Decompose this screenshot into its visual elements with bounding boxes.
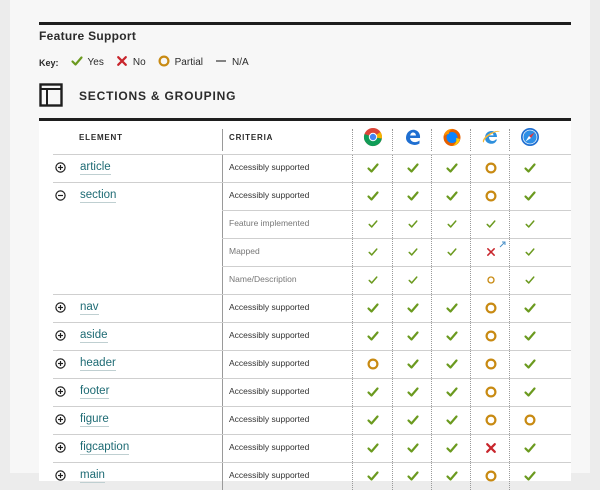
column-divider: [470, 294, 471, 322]
row-divider: [53, 350, 571, 351]
key-legend: [39, 55, 261, 70]
column-divider: [431, 266, 432, 294]
check-icon: [363, 413, 383, 427]
check-icon: [403, 413, 423, 427]
criteria-label: Accessibly supported: [229, 302, 310, 312]
check-icon: [403, 357, 423, 371]
check-icon: [403, 161, 423, 175]
check-icon: [442, 469, 462, 483]
check-icon: [442, 161, 462, 175]
row-divider: [53, 182, 571, 183]
check-icon: [520, 329, 540, 343]
column-divider: [392, 266, 393, 294]
column-divider: [431, 210, 432, 238]
column-divider: [222, 322, 223, 350]
column-divider: [509, 182, 510, 210]
column-divider: [470, 322, 471, 350]
column-divider: [431, 238, 432, 266]
column-divider: [352, 378, 353, 406]
column-divider: [431, 322, 432, 350]
check-icon: [520, 357, 540, 371]
check-icon: [442, 329, 462, 343]
column-divider: [352, 350, 353, 378]
key-item-label: Yes: [87, 57, 104, 68]
key-item-partial: [158, 55, 203, 70]
check-icon: [442, 385, 462, 399]
top-rule: [39, 22, 571, 25]
column-divider: [222, 406, 223, 434]
cross-icon: [116, 55, 128, 70]
check-icon: [363, 273, 383, 287]
column-divider: [431, 434, 432, 462]
table-row: [39, 406, 571, 434]
circle-icon: [481, 161, 501, 175]
column-divider: [509, 322, 510, 350]
column-divider: [509, 129, 510, 151]
check-icon: [363, 385, 383, 399]
column-divider: [222, 294, 223, 322]
column-divider: [470, 406, 471, 434]
key-label: Key:: [39, 57, 59, 68]
check-icon: [442, 357, 462, 371]
edge-icon: [403, 127, 423, 147]
column-divider: [352, 182, 353, 210]
check-icon: [481, 217, 501, 231]
check-icon: [442, 301, 462, 315]
check-icon: [403, 245, 423, 259]
table-row: [39, 378, 571, 406]
check-icon: [363, 189, 383, 203]
expand-icon[interactable]: [55, 442, 66, 453]
column-divider: [352, 266, 353, 294]
column-divider: [470, 434, 471, 462]
column-divider: [222, 462, 223, 490]
column-divider: [352, 294, 353, 322]
column-divider: [509, 434, 510, 462]
column-divider: [392, 294, 393, 322]
check-icon: [442, 413, 462, 427]
row-divider: [53, 434, 571, 435]
column-divider: [392, 322, 393, 350]
column-divider: [470, 350, 471, 378]
element-link[interactable]: footer: [80, 385, 110, 397]
column-divider: [431, 154, 432, 182]
column-divider: [431, 462, 432, 490]
column-divider: [352, 154, 353, 182]
column-divider: [352, 210, 353, 238]
criteria-label: Accessibly supported: [229, 190, 310, 200]
column-divider: [509, 238, 510, 266]
check-icon: [520, 385, 540, 399]
check-icon: [363, 329, 383, 343]
firefox-icon: [442, 127, 462, 147]
element-link[interactable]: aside: [80, 329, 108, 341]
criteria-label: Accessibly supported: [229, 470, 310, 480]
expand-icon[interactable]: [55, 358, 66, 369]
table-header: [39, 121, 571, 154]
check-icon: [403, 189, 423, 203]
column-divider: [222, 266, 223, 294]
column-divider: [392, 129, 393, 151]
column-divider: [509, 350, 510, 378]
column-divider: [222, 238, 223, 266]
check-icon: [520, 273, 540, 287]
criteria-label: Accessibly supported: [229, 386, 310, 396]
check-icon: [520, 301, 540, 315]
column-divider: [352, 462, 353, 490]
criteria-label: Name/Description: [229, 274, 297, 284]
dash-icon: [215, 55, 227, 70]
column-divider: [392, 210, 393, 238]
column-divider: [431, 182, 432, 210]
column-divider: [470, 462, 471, 490]
column-divider: [222, 434, 223, 462]
criteria-label: Accessibly supported: [229, 414, 310, 424]
column-divider: [352, 129, 353, 151]
column-divider: [470, 238, 471, 266]
column-divider: [431, 406, 432, 434]
check-icon: [403, 217, 423, 231]
criteria-label: Accessibly supported: [229, 442, 310, 452]
table-subrow: [39, 238, 571, 266]
key-item-na: [215, 55, 249, 70]
column-divider: [431, 378, 432, 406]
table-row: [39, 322, 571, 350]
expand-icon[interactable]: [55, 414, 66, 425]
element-link[interactable]: header: [80, 357, 116, 369]
circle-icon: [481, 189, 501, 203]
table-row: [39, 154, 571, 182]
table-row: [39, 350, 571, 378]
column-divider: [392, 238, 393, 266]
column-divider: [509, 462, 510, 490]
row-divider: [53, 406, 571, 407]
circle-icon: [481, 469, 501, 483]
row-divider: [222, 238, 571, 239]
table-row: [39, 182, 571, 210]
check-icon: [71, 55, 83, 70]
check-icon: [442, 189, 462, 203]
column-divider: [222, 378, 223, 406]
criteria-label: Mapped: [229, 246, 260, 256]
check-icon: [403, 329, 423, 343]
collapse-icon[interactable]: [55, 190, 66, 201]
criteria-label: Accessibly supported: [229, 330, 310, 340]
circle-icon: [481, 413, 501, 427]
key-item-label: No: [132, 57, 146, 68]
row-divider: [222, 266, 571, 267]
column-divider: [509, 210, 510, 238]
row-divider: [53, 462, 571, 463]
check-icon: [520, 245, 540, 259]
check-icon: [442, 217, 462, 231]
check-icon: [403, 273, 423, 287]
column-divider: [470, 154, 471, 182]
criteria-column-header: CRITERIA: [229, 133, 274, 142]
feature-support-title: Feature Support: [39, 29, 137, 43]
table-row: [39, 462, 571, 490]
column-divider: [222, 350, 223, 378]
column-divider: [470, 182, 471, 210]
check-icon: [363, 469, 383, 483]
internet-explorer-icon: [481, 127, 501, 147]
column-divider: [392, 462, 393, 490]
circle-icon: [363, 357, 383, 371]
column-divider: [431, 350, 432, 378]
column-divider: [222, 129, 223, 151]
column-divider: [470, 266, 471, 294]
check-icon: [403, 301, 423, 315]
element-link[interactable]: figure: [80, 413, 109, 425]
column-divider: [222, 210, 223, 238]
circle-icon: [481, 385, 501, 399]
check-icon: [403, 441, 423, 455]
column-divider: [352, 322, 353, 350]
check-icon: [442, 245, 462, 259]
chrome-icon: [363, 127, 383, 147]
circle-icon: [520, 413, 540, 427]
check-icon: [363, 217, 383, 231]
table-row: [39, 294, 571, 322]
element-link[interactable]: main: [80, 469, 105, 481]
key-item-label: N/A: [232, 57, 249, 68]
circle-icon: [481, 329, 501, 343]
circle-icon: [158, 55, 170, 70]
check-icon: [363, 301, 383, 315]
element-link[interactable]: figcaption: [80, 441, 130, 453]
element-column-header: ELEMENT: [79, 133, 123, 142]
check-icon: [520, 441, 540, 455]
column-divider: [222, 154, 223, 182]
element-link[interactable]: nav: [80, 301, 99, 313]
check-icon: [403, 469, 423, 483]
cross-icon: [481, 441, 501, 455]
row-divider: [53, 322, 571, 323]
page: [10, 0, 590, 481]
expand-icon[interactable]: [55, 302, 66, 313]
column-divider: [392, 406, 393, 434]
support-table: [39, 118, 571, 481]
column-divider: [392, 350, 393, 378]
table-row: [39, 434, 571, 462]
table-subrow: [39, 266, 571, 294]
safari-icon: [520, 127, 540, 147]
column-divider: [392, 434, 393, 462]
criteria-label: Feature implemented: [229, 218, 310, 228]
column-divider: [352, 406, 353, 434]
circle-icon: [481, 273, 501, 287]
key-item-no: [116, 55, 146, 70]
column-divider: [392, 182, 393, 210]
column-divider: [431, 129, 432, 151]
element-link[interactable]: section: [80, 189, 117, 201]
column-divider: [509, 406, 510, 434]
column-divider: [392, 378, 393, 406]
check-icon: [442, 441, 462, 455]
circle-icon: [481, 301, 501, 315]
sections-layout-icon: [39, 83, 63, 107]
section-title: SECTIONS & GROUPING: [79, 89, 237, 103]
row-divider: [53, 378, 571, 379]
column-divider: [509, 378, 510, 406]
row-divider: [222, 210, 571, 211]
column-divider: [222, 182, 223, 210]
check-icon: [520, 161, 540, 175]
check-icon: [363, 245, 383, 259]
row-divider: [53, 154, 571, 155]
check-icon: [363, 161, 383, 175]
row-divider: [53, 294, 571, 295]
expand-icon[interactable]: [55, 330, 66, 341]
column-divider: [470, 378, 471, 406]
table-subrow: [39, 210, 571, 238]
check-icon: [363, 441, 383, 455]
column-divider: [392, 154, 393, 182]
expand-icon[interactable]: [55, 386, 66, 397]
column-divider: [352, 238, 353, 266]
criteria-label: Accessibly supported: [229, 358, 310, 368]
column-divider: [509, 154, 510, 182]
cross-icon: [481, 245, 501, 259]
expand-icon[interactable]: [55, 470, 66, 481]
key-item-yes: [71, 55, 104, 70]
expand-icon[interactable]: [55, 162, 66, 173]
column-divider: [509, 294, 510, 322]
column-divider: [509, 266, 510, 294]
check-icon: [520, 469, 540, 483]
column-divider: [431, 294, 432, 322]
criteria-label: Accessibly supported: [229, 162, 310, 172]
key-item-label: Partial: [174, 57, 203, 68]
element-link[interactable]: article: [80, 161, 111, 173]
check-icon: [520, 217, 540, 231]
column-divider: [470, 129, 471, 151]
column-divider: [352, 434, 353, 462]
circle-icon: [481, 357, 501, 371]
column-divider: [470, 210, 471, 238]
external-link-icon[interactable]: [499, 241, 506, 248]
check-icon: [403, 385, 423, 399]
check-icon: [520, 189, 540, 203]
